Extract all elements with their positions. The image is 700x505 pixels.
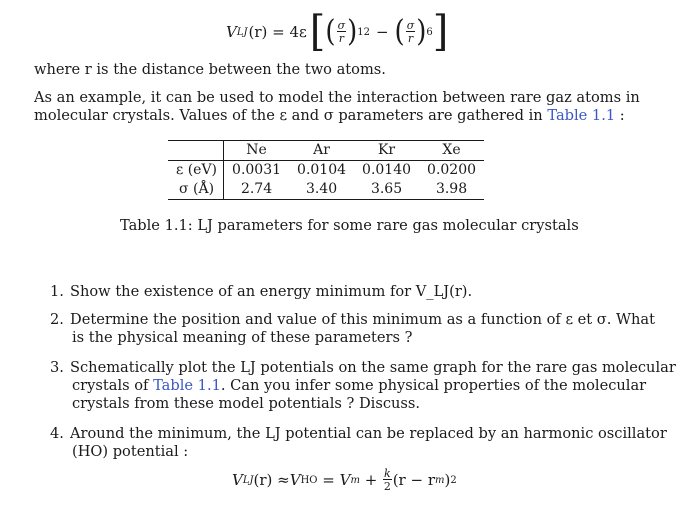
list-item-text-cont: (HO) potential : bbox=[72, 443, 189, 460]
eq2-frac: $\frac{k}{2}$ bbox=[383, 467, 391, 493]
list-item-text: Show the existence of an energy minimum for V_LJ(r). bbox=[70, 283, 473, 300]
table-cell: 0.0200 bbox=[427, 162, 477, 178]
list-item bbox=[50, 424, 667, 443]
list-item-text: Determine the position and value of this minimum as a function of ε et σ. What bbox=[70, 311, 655, 328]
list-item-text-cont: is the physical meaning of these parameters ? bbox=[72, 329, 413, 346]
lj-equation: V LJ (r) = 4ε [ ( $\frac{\sigma}{r}$ ) 12 − ( $\frac{\sigma}{r}$ ) 6 ] bbox=[226, 7, 449, 57]
table-cell: 0.0140 bbox=[362, 162, 412, 178]
table-cell: 3.98 bbox=[419, 180, 484, 200]
eq1-frac-2: $\frac{\sigma}{r}$ bbox=[406, 19, 415, 45]
table-cell: 3.65 bbox=[354, 180, 419, 200]
where-paragraph: where r is the distance between the two atoms. bbox=[34, 61, 386, 78]
list-item-number: 2. bbox=[50, 311, 64, 328]
list-item-text-cont: crystals from these model potentials ? Discuss. bbox=[72, 395, 421, 412]
table-cell: 0.0104 bbox=[297, 162, 347, 178]
eq1-lhs: V bbox=[226, 23, 237, 41]
table-header-row bbox=[168, 141, 484, 161]
table-ref-link[interactable]: Table 1.1 bbox=[153, 377, 221, 394]
table-cell: 3.40 bbox=[289, 180, 354, 200]
table-cell: ε (eV) bbox=[168, 161, 224, 181]
table-caption: Table 1.1: LJ parameters for some rare gas molecular crystals bbox=[120, 217, 579, 234]
table-cell: σ (Å) bbox=[168, 180, 224, 200]
lj-parameters-table bbox=[168, 140, 484, 200]
list-item-text: Around the minimum, the LJ potential can be replaced by an harmonic oscillator bbox=[70, 425, 667, 442]
eq1-minus: − bbox=[375, 23, 389, 41]
table-row bbox=[168, 161, 484, 181]
list-item bbox=[50, 358, 676, 377]
table-header-cell: Kr bbox=[354, 141, 419, 161]
ho-equation: V LJ (r) ≈ V HO = V m + $\frac{k}{2}$ (r − r m ) 2 bbox=[232, 467, 457, 493]
eq1-lhs-sub: LJ bbox=[236, 26, 248, 38]
table-row bbox=[168, 180, 484, 200]
list-item-text: Schematically plot the LJ potentials on the same graph for the rare gas molecular bbox=[70, 359, 676, 376]
table-header-cell: Ne bbox=[224, 141, 290, 161]
table-cell: 2.74 bbox=[224, 180, 290, 200]
eq1-lhs-arg: (r) = 4ε bbox=[248, 23, 307, 41]
example-paragraph-line2: molecular crystals. Values of the ε and σ parameters are gathered in Table 1.1 : bbox=[34, 107, 625, 124]
list-item bbox=[50, 282, 472, 301]
example-paragraph-line1: As an example, it can be used to model the interaction between rare gaz atoms in bbox=[34, 89, 640, 106]
eq1-frac-1: $\frac{\sigma}{r}$ bbox=[337, 19, 346, 45]
eq1-exp-12: 12 bbox=[357, 26, 370, 38]
table-header-cell: Ar bbox=[289, 141, 354, 161]
list-item-number: 3. bbox=[50, 359, 64, 376]
table-header-cell: Xe bbox=[419, 141, 484, 161]
table-ref-link[interactable]: Table 1.1 bbox=[547, 107, 616, 124]
eq1-exp-6: 6 bbox=[426, 26, 433, 38]
list-item bbox=[50, 310, 655, 329]
list-item-number: 1. bbox=[50, 283, 64, 300]
list-item-number: 4. bbox=[50, 425, 64, 442]
table-header-cell bbox=[168, 141, 224, 161]
list-item-text-cont: crystals of Table 1.1. Can you infer some physical properties of the molecular bbox=[72, 377, 647, 394]
table-cell: 0.0031 bbox=[232, 162, 282, 178]
